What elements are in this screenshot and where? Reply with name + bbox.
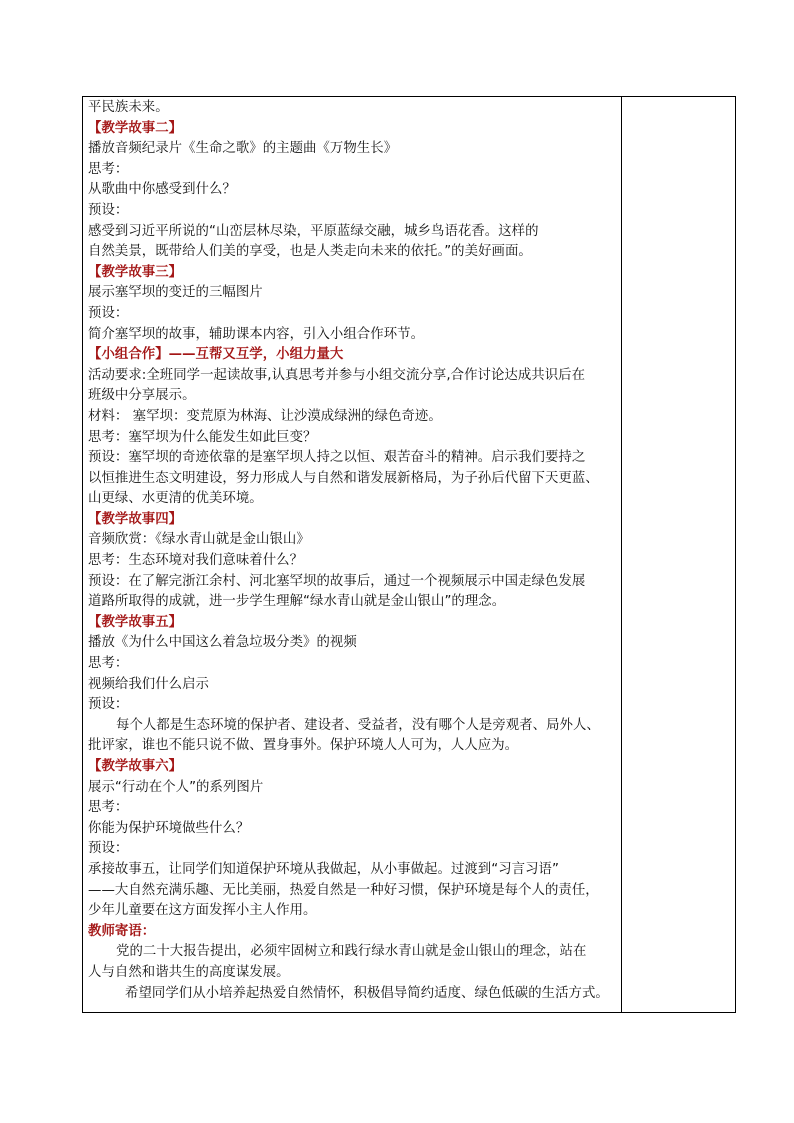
text-line: 山更绿、水更清的优美环境。 [88,491,263,507]
table-row [83,97,736,1013]
text-line: 预设： [88,305,129,321]
text-line: 承接故事五，让同学们知道保护环境从我做起，从小事做起。过渡到“习言习语” [88,861,559,877]
text-line: 预设：塞罕坝的奇迹依靠的是塞罕坝人持之以恒、艰苦奋斗的精神。启示我们要持之 [88,450,586,466]
section-heading: 【教学故事六】 [88,759,183,774]
section-heading: 教师寄语： [88,923,156,939]
text-line: 思考： [88,656,129,672]
text-line: 材料： 塞罕坝：变荒原为林海、让沙漠成绿洲的绿色奇迹。 [88,408,442,424]
text-line: 每个人都是生态环境的保护者、建设者、受益者，没有哪个人是旁观者、局外人、 [116,717,600,733]
text-line: 感受到习近平所说的“山峦层林尽染，平原蓝绿交融，城乡鸟语花香。这样的 [88,223,539,239]
text-line: 平民族未来。 [88,100,169,115]
text-line: 活动要求:全班同学一起读故事,认真思考并参与小组交流分享,合作讨论达成共识后在 [88,367,586,383]
text-line: 简介塞罕坝的故事，辅助课本内容，引入小组合作环节。 [88,326,425,342]
text-line: 预设：在了解完浙江余村、河北塞罕坝的故事后，通过一个视频展示中国走绿色发展 [88,573,586,589]
section-heading: 【小组合作】——互帮又互学，小组力量大 [88,347,344,363]
text-line: 希望同学们从小培养起热爱自然情怀，积极倡导简约适度、绿色低碳的生活方式。 [125,985,609,1001]
text-line: 少年儿童要在这方面发挥小主人作用。 [88,903,317,919]
text-line: 播放《为什么中国这么着急垃圾分类》的视频 [88,635,357,651]
text-line: 你能为保护环境做些什么？ [88,820,250,836]
notes-cell [622,97,736,1013]
lesson-plan-table [82,96,736,1013]
text-line: 人与自然和谐共生的高度谋发展。 [88,964,290,980]
section-heading: 【教学故事五】 [88,614,183,630]
text-line: 以恒推进生态文明建设，努力形成人与自然和谐发展新格局，为子孙后代留下天更蓝、 [88,470,599,486]
section-heading: 【教学故事四】 [88,511,183,527]
text-line: 自然美景，既带给人们美的享受，也是人类走向未来的依托。”的美好画面。 [88,244,532,260]
section-heading: 【教学故事三】 [88,264,183,280]
text-line: 道路所取得的成就，进一步学生理解“绿水青山就是金山银山”的理念。 [88,594,506,610]
text-line: 从歌曲中你感受到什么？ [88,182,236,198]
text-line: 思考：生态环境对我们意味着什么？ [88,553,304,569]
text-line: 展示“行动在个人”的系列图片 [88,779,264,795]
text-line: 播放音频纪录片《生命之歌》的主题曲《万物生长》 [88,141,398,157]
text-line: 班级中分享展示。 [88,388,196,404]
text-line: 预设： [88,202,129,218]
text-line: 思考： [88,800,129,816]
text-line: ——大自然充满乐趣、无比美丽，热爱自然是一种好习惯，保护环境是每个人的责任， [88,882,599,898]
section-heading: 【教学故事二】 [88,120,183,136]
text-line: 展示塞罕坝的变迁的三幅图片 [88,285,263,301]
text-line: 音频欣赏：《绿水青山就是金山银山》 [88,532,310,548]
teaching-process-cell [83,97,622,1013]
text-line: 预设： [88,697,129,713]
text-line: 视频给我们什么启示 [88,676,209,692]
text-line: 思考：塞罕坝为什么能发生如此巨变？ [88,429,317,445]
lesson-content [83,97,621,1004]
text-line: 预设： [88,841,129,857]
text-line: 党的二十大报告提出，必须牢固树立和践行绿水青山就是金山银山的理念，站在 [116,944,587,960]
text-line: 批评家，谁也不能只说不做、置身事外。保护环境人人可为，人人应为。 [88,738,519,754]
text-line: 思考： [88,161,129,177]
